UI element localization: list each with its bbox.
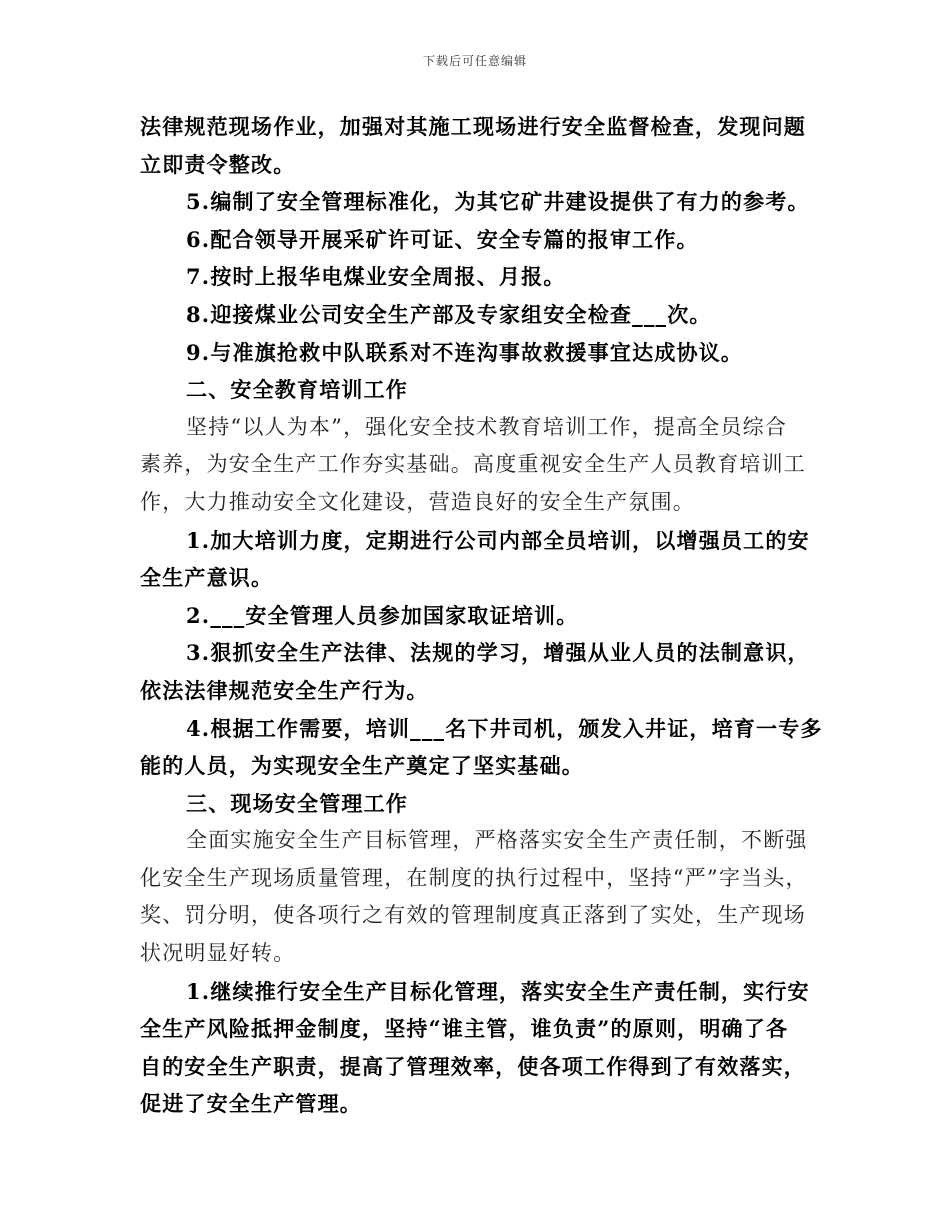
page-header: 下载后可任意编辑 bbox=[422, 54, 527, 68]
text-line: 三、现场安全管理工作 bbox=[186, 790, 408, 816]
text-line: 促进了安全生产管理。 bbox=[140, 1091, 362, 1117]
text-line: 自的安全生产职责，提高了管理效率，使各项工作得到了有效落实， bbox=[140, 1053, 806, 1079]
text-line: 1.继续推行安全生产目标化管理，落实安全生产责任制，实行安 bbox=[186, 978, 810, 1004]
text-line: 4.根据工作需要，培训___名下井司机，颁发入井证，培育一专多 bbox=[186, 715, 823, 741]
text-line: 能的人员，为实现安全生产奠定了坚实基础。 bbox=[140, 753, 584, 779]
text-line: 5.编制了安全管理标准化，为其它矿井建设提供了有力的参考。 bbox=[186, 189, 810, 215]
text-line: 奖、罚分明，使各项行之有效的管理制度真正落到了实处，生产现场 bbox=[140, 903, 806, 928]
text-line: 7.按时上报华电煤业安全周报、月报。 bbox=[186, 264, 566, 290]
text-line: 立即责令整改。 bbox=[140, 151, 296, 177]
text-line: 2.___安全管理人员参加国家取证培训。 bbox=[186, 602, 579, 628]
document-body bbox=[140, 108, 823, 1123]
text-line: 依法法律规范安全生产行为。 bbox=[140, 677, 429, 703]
text-line: 3.狠抓安全生产法律、法规的学习，增强从业人员的法制意识， bbox=[186, 640, 810, 666]
text-line: 全生产意识。 bbox=[140, 565, 274, 591]
text-line: 化安全生产现场质量管理，在制度的执行过程中，坚持“严”字当头， bbox=[140, 865, 808, 890]
text-line: 法律规范现场作业，加强对其施工现场进行安全监督检查，发现问题 bbox=[140, 114, 806, 139]
text-line: 8.迎接煤业公司安全生产部及专家组安全检查___次。 bbox=[186, 301, 712, 327]
text-line: 素养，为安全生产工作夯实基础。高度重视安全生产人员教育培训工 bbox=[140, 452, 806, 477]
text-line: 坚持“以人为本”，强化安全技术教育培训工作，提高全员综合 bbox=[186, 414, 788, 439]
text-line: 全生产风险抵押金制度，坚持“谁主管，谁负责”的原则，明确了各 bbox=[140, 1016, 789, 1042]
text-line: 9.与准旗抢救中队联系对不连沟事故救援事宜达成协议。 bbox=[186, 339, 744, 365]
text-line: 状况明显好转。 bbox=[140, 941, 296, 966]
text-line: 二、安全教育培训工作 bbox=[186, 377, 408, 403]
text-line: 作，大力推动安全文化建设，营造良好的安全生产氛围。 bbox=[140, 489, 695, 514]
text-line: 全面实施安全生产目标管理，严格落实安全生产责任制，不断强 bbox=[186, 828, 808, 853]
text-line: 6.配合领导开展采矿许可证、安全专篇的报审工作。 bbox=[186, 226, 699, 252]
text-line: 1.加大培训力度，定期进行公司内部全员培训，以增强员工的安 bbox=[186, 527, 810, 553]
